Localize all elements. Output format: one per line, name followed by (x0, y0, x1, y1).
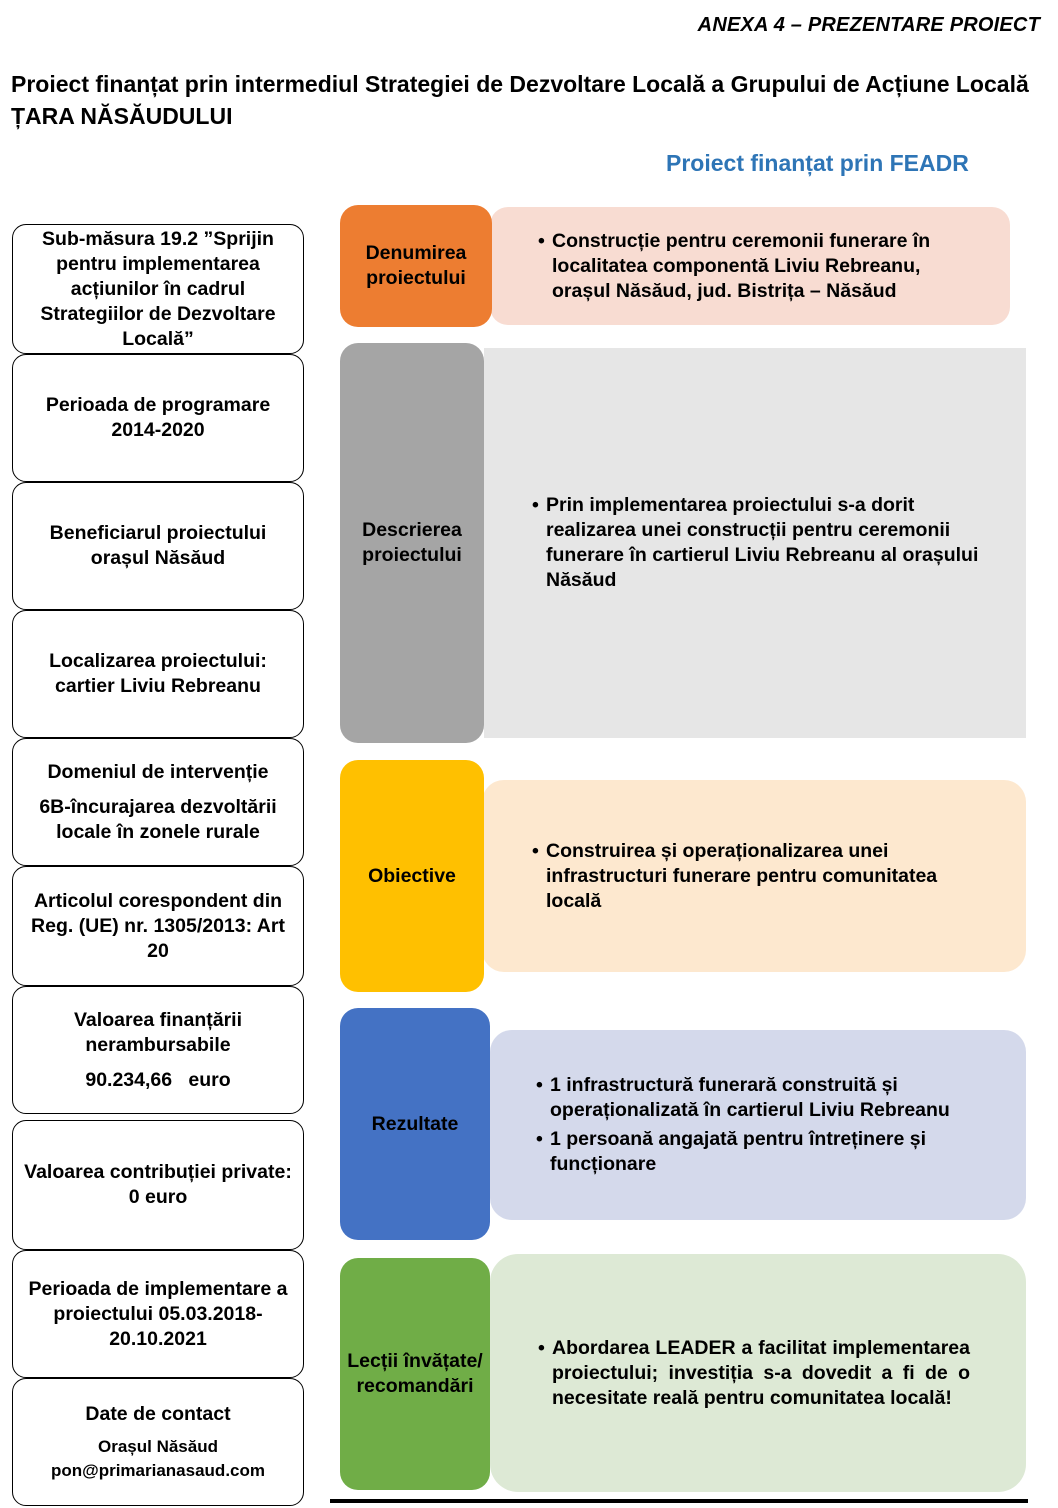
left-box-private-contribution (12, 1120, 304, 1250)
page-title: Proiect finanțat prin intermediul Strategiei de Dezvoltare Locală a Grupului de Acțiune Locală ȚARA NĂSĂUDULUI (11, 71, 1029, 129)
lessons-content (490, 1254, 1026, 1492)
list-item: • Prin implementarea proiectului s-a dorit realizarea unei construcții pentru ceremonii funerare în cartierul Liviu Rebreanu al orașului Năsăud (532, 493, 986, 593)
list-item: • 1 infrastructură funerară construită și operaționalizată în cartierul Liviu Rebreanu (536, 1073, 980, 1123)
programming-period-text: Perioada de programare 2014-2020 (45, 394, 271, 441)
left-box-submeasure (12, 224, 304, 354)
list-item: • Abordarea LEADER a facilitat implementarea proiectului; investiția s-a dovedit a fi de o necesitate reală pentru comunitatea locală! (538, 1336, 970, 1411)
bottom-divider (330, 1499, 1028, 1503)
lessons-label: Lecții învățate/ recomandări (340, 1258, 490, 1490)
project-description-label: Descrierea proiectului (340, 343, 484, 743)
left-box-programming-period (12, 354, 304, 482)
intervention-domain-text: 6B-încurajarea dezvoltării locale în zonele rurale (39, 795, 277, 843)
contact-email: pon@primarianasaud.com (50, 1460, 265, 1480)
private-contribution-text: Valoarea contribuției private: 0 euro (24, 1161, 292, 1208)
contact-title: Date de contact (85, 1402, 231, 1425)
objectives-list (532, 839, 976, 914)
lessons-list (538, 1336, 970, 1411)
project-name-content (490, 207, 1010, 325)
contact-name: Orașul Năsăud (98, 1436, 218, 1456)
left-box-intervention-domain (12, 738, 304, 866)
left-box-beneficiary (12, 482, 304, 610)
funding-source: Proiect finanțat prin FEADR (666, 150, 969, 176)
project-description-content (484, 348, 1026, 738)
beneficiary-text: Beneficiarul proiectului orașul Năsăud (49, 522, 267, 569)
objectives-label: Obiective (340, 760, 484, 992)
submeasure-text: Sub-măsura 19.2 ”Sprijin pentru implementarea acțiunilor în cadrul Strategiilor de Dezvoltare Locală” (40, 227, 276, 350)
project-description-list (532, 493, 986, 593)
regulation-article-text: Articolul corespondent din Reg. (UE) nr. 1305/2013: Art 20 (31, 889, 285, 962)
left-box-contact (12, 1378, 304, 1506)
left-box-regulation-article (12, 866, 304, 986)
list-item: • 1 persoană angajată pentru întreținere și funcționare (536, 1127, 980, 1177)
left-box-grant-value (12, 986, 304, 1114)
project-name-list (538, 229, 970, 304)
implementation-period-text: Perioada de implementare a proiectului 05.03.2018-20.10.2021 (28, 1277, 288, 1350)
results-content (490, 1030, 1026, 1220)
results-label: Rezultate (340, 1008, 490, 1240)
results-list (536, 1073, 980, 1177)
project-name-label: Denumirea proiectului (340, 205, 492, 327)
list-item: • Construcție pentru ceremonii funerare în localitatea componentă Liviu Rebreanu, orașul Năsăud, jud. Bistrița – Năsăud (538, 229, 970, 304)
location-text: Localizarea proiectului: cartier Liviu Rebreanu (49, 650, 267, 697)
list-item: • Construirea și operaționalizarea unei infrastructuri funerare pentru comunitatea locală (532, 839, 976, 914)
grant-value-amount: 90.234,66 euro (85, 1068, 231, 1091)
left-box-implementation-period (12, 1250, 304, 1378)
intervention-domain-title: Domeniul de intervenție (47, 760, 269, 783)
grant-value-title: Valoarea finanțării nerambursabile (74, 1008, 242, 1056)
annex-label: ANEXA 4 – PREZENTARE PROIECT (697, 14, 1040, 36)
left-box-location (12, 610, 304, 738)
objectives-content (482, 780, 1026, 972)
